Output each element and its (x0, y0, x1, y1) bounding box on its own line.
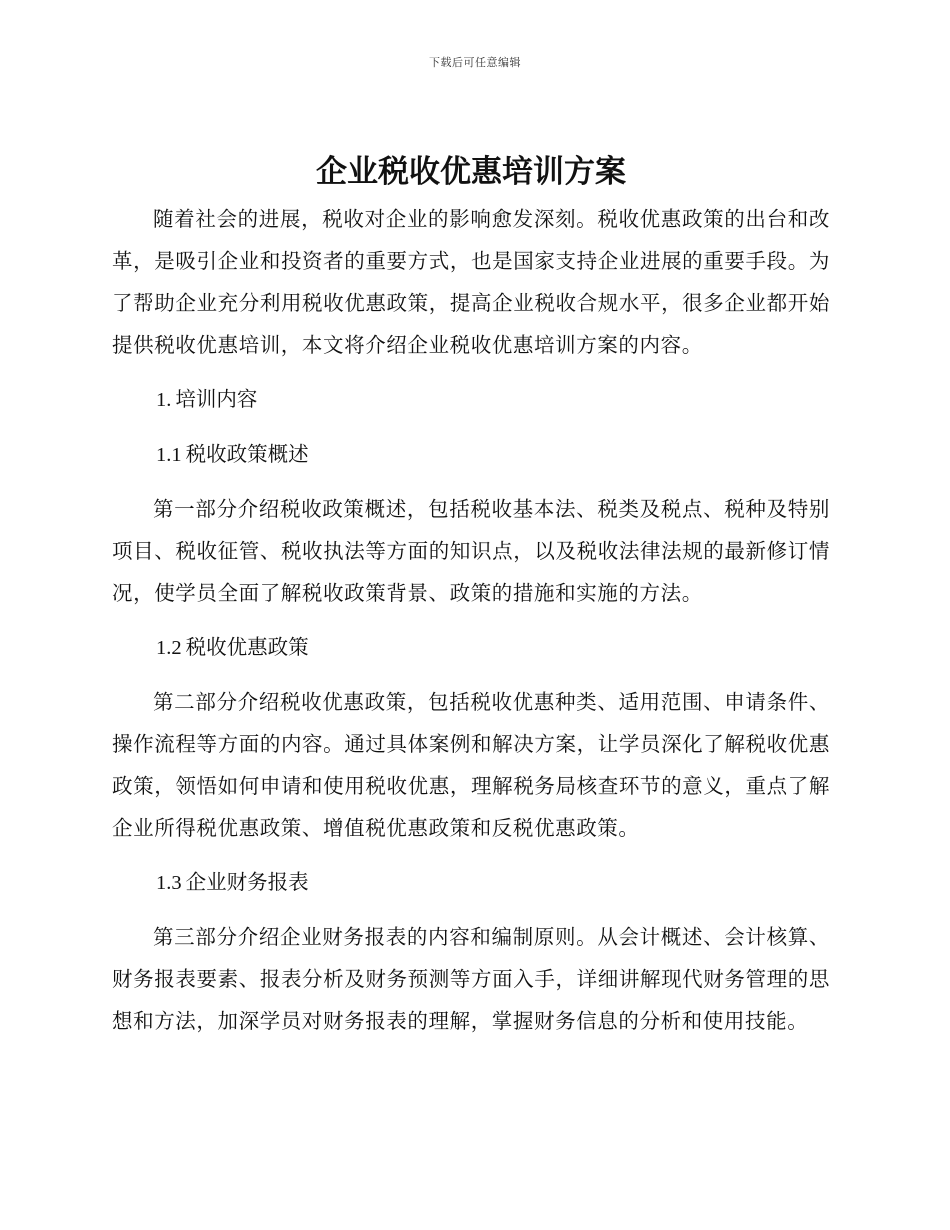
section-label: 税收优惠政策 (185, 635, 309, 659)
section-number: 1.3 (156, 872, 182, 894)
document-title: 企业税收优惠培训方案 (316, 154, 626, 190)
paragraph-tax-policy-overview: 第一部分介绍税收政策概述，包括税收基本法、税类及税点、税种及特别项目、税收征管、税收执法等方面的知识点，以及税收法律法规的最新修订情况，使学员全面了解税收政策背景、政策的措施和实施的方法。 (112, 497, 830, 605)
section-number: 1. (156, 389, 172, 411)
section-number: 1.2 (156, 637, 182, 659)
section-heading-training-content (156, 378, 830, 421)
paragraph-tax-preferential-policy: 第二部分介绍税收优惠政策，包括税收优惠种类、适用范围、申请条件、操作流程等方面的内容。通过具体案例和解决方案，让学员深化了解税收优惠政策，领悟如何申请和使用税收优惠，理解税务局核查环节的意义，重点了解企业所得税优惠政策、增值税优惠政策和反税优惠政策。 (112, 690, 830, 840)
section-heading-tax-policy-overview (156, 433, 830, 476)
paragraph-financial-statements: 第三部分介绍企业财务报表的内容和编制原则。从会计概述、会计核算、财务报表要素、报表分析及财务预测等方面入手，详细讲解现代财务管理的思想和方法，加深学员对财务报表的理解，掌握财务信息的分析和使用技能。 (112, 925, 830, 1033)
section-heading-financial-statements (156, 861, 830, 904)
intro-paragraph: 随着社会的进展，税收对企业的影响愈发深刻。税收优惠政策的出台和改革，是吸引企业和投资者的重要方式，也是国家支持企业进展的重要手段。为了帮助企业充分利用税收优惠政策，提高企业税收合规水平，很多企业都开始提供税收优惠培训，本文将介绍企业税收优惠培训方案的内容。 (112, 207, 830, 357)
section-number: 1.1 (156, 444, 182, 466)
section-label: 培训内容 (175, 387, 258, 411)
section-label: 税收政策概述 (185, 442, 309, 466)
header-note: 下载后可任意编辑 (429, 56, 521, 69)
section-label: 企业财务报表 (185, 870, 309, 894)
section-heading-tax-preferential-policy (156, 626, 830, 669)
document-body (112, 150, 830, 1042)
